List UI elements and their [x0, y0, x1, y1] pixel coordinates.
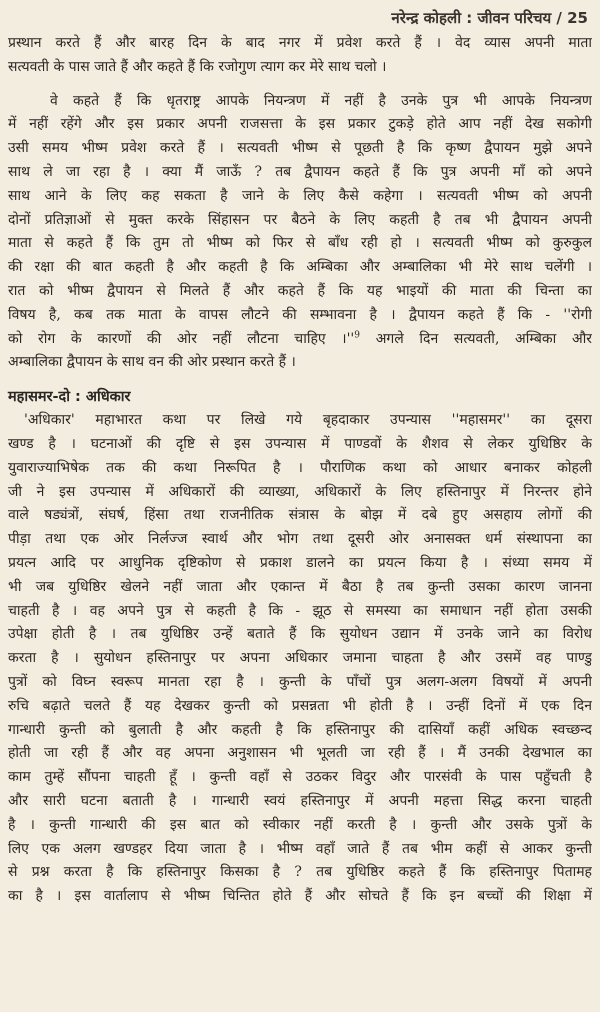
text-line: वे कहते हैं कि धृतराष्ट्र आपके नियन्त्रण में नहीं है उनके पुत्र भी आपके नियन्त्रण [50, 92, 592, 109]
section-paragraph [8, 409, 592, 909]
text-line: से प्रश्न करता है कि हस्तिनापुर किसका है ? तब युधिष्ठिर कहते हैं कि हस्तिनापुर पितामह [8, 864, 592, 881]
text-line: उपेक्षा होती है । तब युधिष्ठिर उन्हें बताते हैं कि सुयोधन उद्यान में उनके जाने का विरोध [8, 626, 592, 643]
text-line: उसी समय भीष्म प्रवेश करते हैं । सत्यवती भीष्म से पूछती है कि कृष्ण द्वैपायन मुझे अपने [8, 140, 592, 157]
paragraph [8, 32, 592, 80]
text-line: का है । इस वार्तालाप से भीष्म चिन्तित होते हैं और सोचते हैं कि इन बच्चों की शिक्षा में [8, 888, 592, 905]
text-line: साथ ले जा रहा है । क्या मैं जाऊँ ? तब द्वैपायन कहते हैं कि पुत्र अपनी माँ को अपने [8, 163, 592, 180]
text-line: पीड़ा तथा एक ओर निर्लज्ज स्वार्थ और भोग तथा दूसरी ओर अनासक्त धर्म संस्थापना का [8, 531, 592, 548]
text-line: युवाराज्याभिषेक तक की कथा निरूपित है । पौराणिक कथा को आधार बनाकर कोहली [8, 459, 592, 476]
paragraph [8, 90, 592, 376]
text-line: खण्ड है । घटनाओं की दृष्टि से इस उपन्यास में पाण्डवों के शैशव से लेकर युधिष्ठिर के [8, 435, 592, 452]
running-header: नरेन्द्र कोहली : जीवन परिचय / 25 [391, 9, 588, 27]
text-line: होती जा रही हैं और वह अपना अनुशासन भी भूलती जा रही हैं । मैं उनकी देखभाल का [8, 745, 592, 762]
text-line: करता है । सुयोधन हस्तिनापुर पर अपना अधिकार जमाना चाहता है और उसमें वह पाण्डु [8, 650, 592, 667]
text-line: विषय है, कब तक माता के वापस लौटने की सम्भावना है । द्वैपायन कहते हैं कि - ''रोगी [8, 306, 592, 323]
text-line: है । कुन्ती गान्धारी की इस बात को स्वीकार नहीं करती है । कुन्ती और उसके पुत्रों के [8, 816, 592, 833]
footnote-line-after: अगले दिन सत्यवती, अम्बिका और [360, 330, 592, 347]
text-line: गान्धारी कुन्ती को बुलाती है और कहती है कि हस्तिनापुर की दासियाँ कहीं अधिक स्वच्छन्द [8, 721, 592, 738]
text-line: में नहीं रहेंगे और इस प्रकार अपनी राजसत्ता के इस प्रकार टुकड़े होते आप नहीं देख सकोगी [8, 116, 592, 133]
footnote-marker: 9 [354, 329, 361, 340]
text-line: पुत्रों को विघ्न स्वरूप मानता रहा है । कुन्ती के पाँचों पुत्र अलग-अलग विषयों में अपनी [8, 673, 592, 690]
text-line: रुचि बढ़ाते चलते हैं यह देखकर कुन्ती को प्रसन्नता भी होती है । उन्हीं दिनों में एक दिन [8, 697, 592, 714]
text-line: काम तुम्हें सौंपना चाहती हूँ । कुन्ती वहाँ से उठकर विदुर और पारसंवी के पास पहुँचती है [8, 769, 592, 786]
text-line: साथ आने के लिए कह सकता है जाने के लिए कैसे कहेगा । सत्यवती भीष्म को अपनी [8, 187, 592, 204]
text-line: सत्यवती के पास जाते हैं और कहते हैं कि रजोगुण त्याग कर मेरे साथ चलो । [8, 58, 387, 75]
text-line: 'अधिकार' महाभारत कथा पर लिखे गये बृहदाकार उपन्यास ''महासमर'' का दूसरा [24, 412, 592, 429]
page-body [8, 32, 592, 909]
text-line: चाहती है । वह अपने पुत्र से कहती है कि - झूठ से समस्या का समाधान नहीं होता उसकी [8, 602, 592, 619]
text-line: और सारी घटना बताती है । गान्धारी स्वयं हस्तिनापुर में अपनी महत्ता सिद्ध करना चाहती [8, 792, 592, 809]
text-line: वाले षड्यंत्रों, संघर्ष, हिंसा तथा राजनीतिक संत्रास के बोझ में दबे हुए असहाय लोगों की [8, 507, 592, 524]
text-line: भी जब युधिष्ठिर खेलने नहीं जाता और एकान्त में बैठा है तब कुन्ती उसका कारण जानना [8, 578, 592, 595]
text-line: प्रस्थान करते हैं और बारह दिन के बाद नगर में प्रवेश करते हैं । वेद व्यास अपनी माता [8, 35, 592, 51]
text-line: लिए एक अलग खण्डहर दिया जाता है । भीष्म वहाँ जाते हैं तब भीम कहीं से आकर कुन्ती [8, 840, 592, 857]
text-line: जी ने इस उपन्यास में अधिकारों की व्याख्या, अधिकारों के लिए हस्तिनापुर में निरन्तर होने [8, 483, 592, 500]
text-line-with-footnote [8, 328, 592, 352]
text-line: प्रयत्न आदि पर आधुनिक दृष्टिकोण से प्रकाश डालने का प्रयत्न किया है । संध्या समय में [8, 554, 592, 571]
text-line: की रक्षा की बात कहती है और कहती है कि अम्बिका और अम्बालिका भी मेरे साथ चलेंगी । [8, 259, 592, 276]
footnote-line-before: को रोग के कारणों की ओर नहीं लौटना चाहिए ।'' [8, 330, 355, 347]
text-line: अम्बालिका द्वैपायन के साथ वन की ओर प्रस्थान करते हैं । [8, 354, 296, 371]
text-line: माता से कहते हैं कि तुम तो भीष्म को फिर से बाँध रही हो । सत्यवती भीष्म को कुरुकुल [8, 235, 592, 252]
text-line: रात को भीष्म द्वैपायन से मिलते हैं और कहते हैं कि यह भाइयों की माता की चिन्ता का [8, 282, 592, 299]
text-line: दोनों प्रतिज्ञाओं से मुक्त करके सिंहासन पर बैठने के लिए कहती है तब भी द्वैपायन अपनी [8, 211, 592, 228]
section-heading: महासमर-दो : अधिकार [8, 389, 131, 406]
